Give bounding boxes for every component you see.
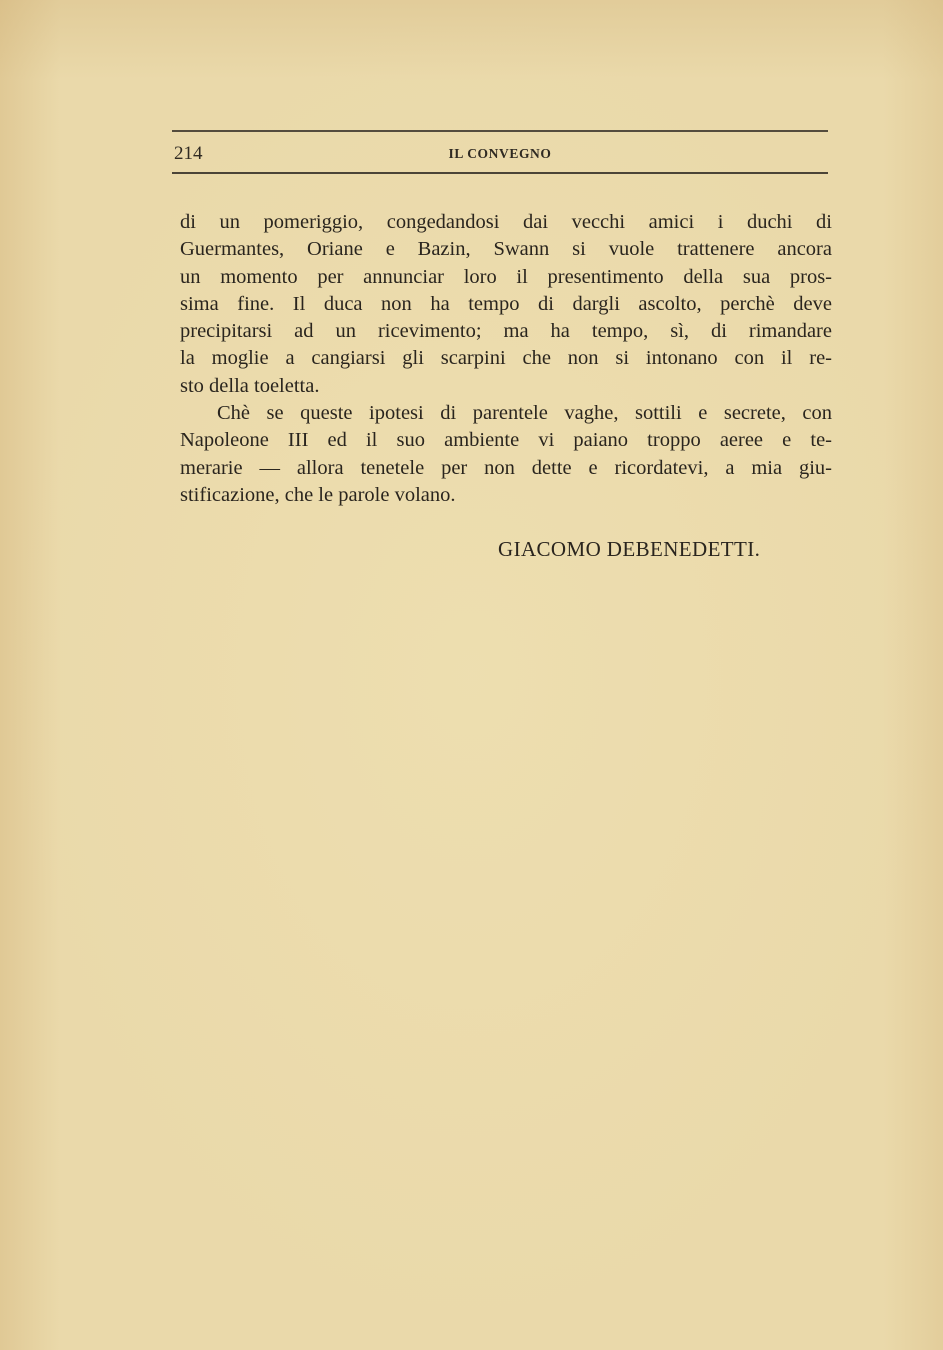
text-line: sima fine. Il duca non ha tempo di dargli ascolto, perchè deve (180, 292, 832, 315)
text-line: sto della toeletta. (180, 374, 320, 397)
running-head (172, 143, 828, 167)
paragraph-1 (180, 209, 832, 400)
author-signature: GIACOMO DEBENEDETTI. (498, 537, 761, 561)
text-line: precipitarsi ad un ricevimento; ma ha tempo, sì, di rimandare (180, 320, 832, 343)
text-line: stificazione, che le parole volano. (180, 483, 456, 506)
article-body (180, 209, 832, 509)
page-number: 214 (174, 143, 203, 164)
text-line: merarie — allora tenetele per non dette e ricordatevi, a mia giu- (180, 456, 832, 479)
header-top-rule (172, 130, 828, 132)
journal-title: IL CONVEGNO (448, 146, 552, 161)
text-line: un momento per annunciar loro il presentimento della sua pros- (180, 265, 832, 288)
header-bottom-rule (172, 172, 828, 174)
text-line: Napoleone III ed il suo ambiente vi paiano troppo aeree e te- (180, 429, 832, 452)
paragraph-2 (180, 400, 832, 509)
text-line: Chè se queste ipotesi di parentele vaghe, sottili e secrete, con (217, 402, 832, 425)
text-line: Guermantes, Oriane e Bazin, Swann si vuole trattenere ancora (180, 238, 832, 261)
text-line: di un pomeriggio, congedandosi dai vecchi amici i duchi di (180, 211, 832, 233)
text-line: la moglie a cangiarsi gli scarpini che non si intonano con il re- (180, 347, 832, 370)
